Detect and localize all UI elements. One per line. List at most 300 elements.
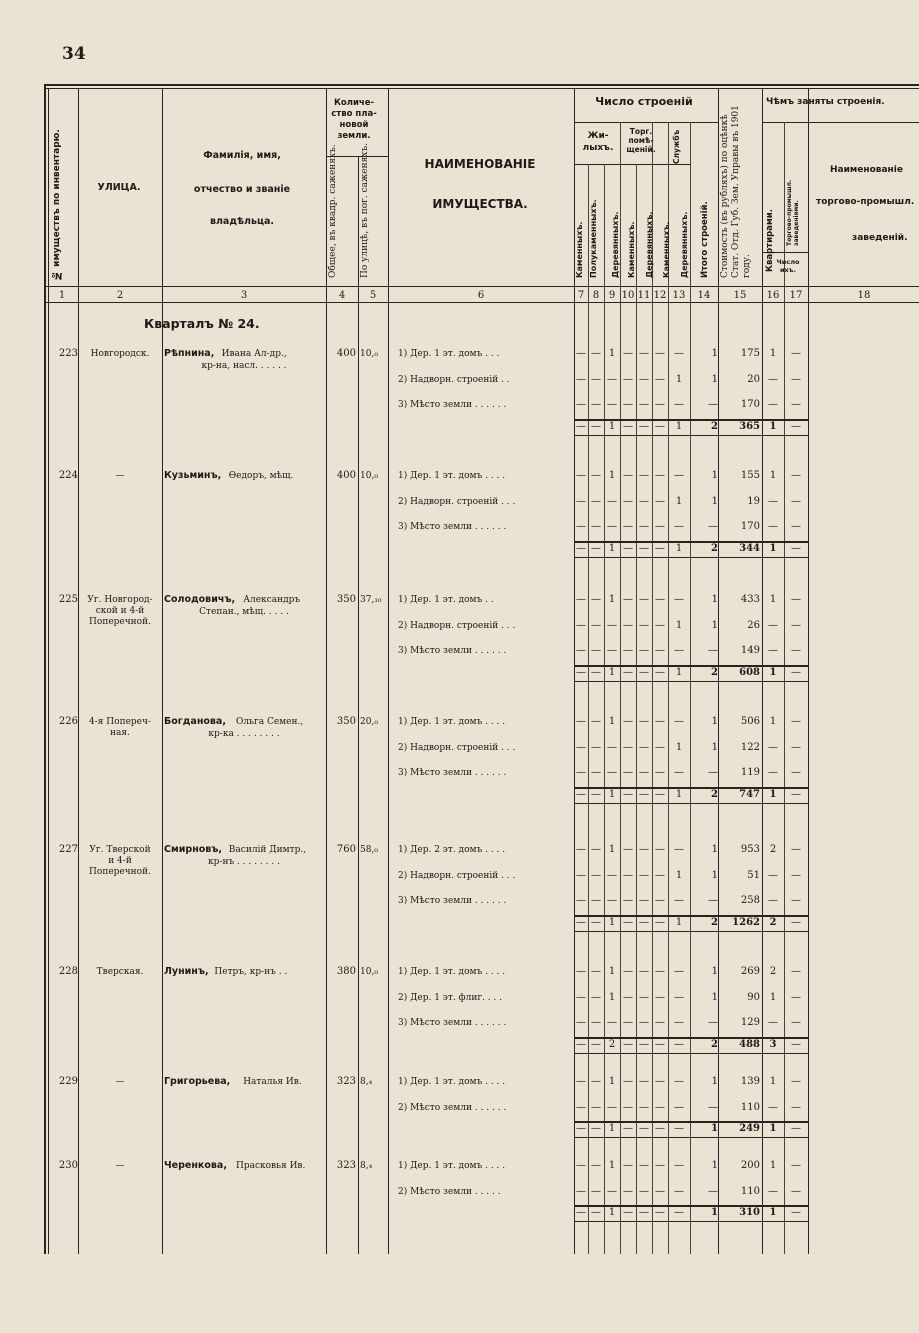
- building-count: —: [607, 373, 617, 385]
- subtotal-count: —: [655, 666, 665, 678]
- subtotal-count: —: [623, 1123, 633, 1134]
- subtotal-count: —: [591, 542, 601, 554]
- header-col15: Стоимость (въ рубляхъ) по оцѣнкѣ Стат. Отд. Губ. Зем. Управы въ 1901 году.: [720, 105, 752, 278]
- building-count: —: [623, 1101, 633, 1113]
- subtotal-count: —: [576, 1123, 586, 1134]
- subtotal-bottom-rule: [574, 1137, 808, 1138]
- building-total: —: [708, 645, 718, 656]
- owner-name-cont: кр-ка . . . . . . . .: [208, 729, 280, 739]
- subtotal-count: —: [576, 666, 586, 678]
- building-count: —: [655, 716, 665, 727]
- building-count: —: [639, 1101, 649, 1113]
- building-count: —: [576, 470, 586, 481]
- building-count: —: [591, 1101, 601, 1113]
- trade-count: —: [791, 741, 801, 753]
- building-count: —: [639, 895, 649, 906]
- trade-count: —: [791, 895, 801, 906]
- valuation: 119: [740, 767, 760, 778]
- building-count: —: [591, 844, 601, 855]
- subtotal-count: —: [591, 666, 601, 678]
- property-item: 3) Мѣсто земли . . . . . .: [398, 1018, 507, 1028]
- land-area: 400: [336, 348, 356, 359]
- inventory-number: 228: [58, 966, 78, 977]
- subtotal-count: —: [639, 1207, 649, 1218]
- property-item: 3) Мѣсто земли . . . . . .: [398, 400, 507, 410]
- header-col12: Каменныхъ.: [662, 221, 671, 278]
- building-count: 1: [608, 966, 616, 977]
- subtotal-count: —: [623, 542, 633, 554]
- building-count: —: [591, 521, 601, 532]
- subtotal-count: —: [623, 788, 633, 800]
- building-count: 1: [675, 373, 683, 385]
- column-number: 3: [240, 290, 248, 301]
- building-count: —: [591, 399, 601, 410]
- building-count: —: [591, 495, 601, 507]
- building-count: —: [576, 1101, 586, 1113]
- building-count: —: [655, 594, 665, 605]
- header-col16: Квартирами.: [765, 209, 775, 272]
- street-name: ской и 4-й: [95, 606, 145, 616]
- header-col14: Итого строеній.: [700, 201, 710, 278]
- apartments-count: —: [768, 373, 778, 385]
- owner-name: Ивана Ал-др.,: [221, 349, 287, 359]
- building-count: —: [607, 521, 617, 532]
- building-total: 1: [711, 1076, 718, 1087]
- owner-surname: Черенкова,: [164, 1160, 227, 1171]
- property-item: 1) Дер. 1 эт. домъ . . .: [398, 349, 500, 359]
- building-count: —: [591, 1160, 601, 1171]
- owner-surname: Солодовичъ,: [164, 594, 236, 605]
- building-count: —: [639, 844, 649, 855]
- land-area: 760: [336, 844, 356, 855]
- building-count: —: [674, 399, 684, 410]
- subtotal-trade: —: [791, 542, 801, 554]
- building-count: 1: [608, 991, 616, 1003]
- apartments-count: 1: [769, 991, 777, 1003]
- building-count: —: [607, 895, 617, 906]
- apartments-count: 2: [769, 966, 777, 977]
- building-count: —: [576, 373, 586, 385]
- header-col10: Каменныхъ.: [627, 221, 636, 278]
- inventory-number: 223: [58, 348, 78, 359]
- subtotal-count: —: [576, 1038, 586, 1050]
- header-col18-1: Наименованіе: [830, 165, 903, 175]
- buildings-sub-rule: [574, 164, 690, 165]
- subtotal-valuation: 488: [739, 1038, 760, 1050]
- building-count: —: [674, 895, 684, 906]
- column-number: 4: [338, 290, 346, 301]
- buildings-group-rule: [574, 122, 718, 123]
- building-count: —: [674, 1185, 684, 1197]
- building-count: 1: [608, 470, 616, 481]
- subtotal-count: —: [576, 1207, 586, 1218]
- header-col18-2: торгово-промышл.: [816, 197, 915, 207]
- subtotal-count: —: [655, 916, 665, 928]
- inventory-number: 225: [58, 594, 78, 605]
- street-name: —: [115, 1077, 125, 1087]
- subtotal-count: —: [623, 1038, 633, 1050]
- building-count: —: [655, 645, 665, 656]
- building-total: 1: [711, 470, 718, 481]
- building-count: —: [623, 991, 633, 1003]
- building-count: —: [591, 1185, 601, 1197]
- subtotal-count: 1: [675, 420, 683, 432]
- subtotal-count: —: [655, 1207, 665, 1218]
- property-item: 2) Мѣсто земли . . . . . .: [398, 1102, 507, 1113]
- building-count: —: [655, 470, 665, 481]
- building-count: —: [591, 1017, 601, 1028]
- building-count: —: [674, 1101, 684, 1113]
- building-count: —: [674, 594, 684, 605]
- building-count: —: [639, 1160, 649, 1171]
- column-number: 18: [857, 290, 871, 301]
- subtotal-trade: —: [791, 420, 801, 432]
- building-total: 1: [711, 991, 718, 1003]
- subtotal-count: 1: [675, 542, 683, 554]
- building-count: —: [674, 521, 684, 532]
- trade-count: —: [791, 767, 801, 778]
- land-frontage: 8,₄: [360, 1161, 373, 1171]
- building-count: —: [607, 399, 617, 410]
- street-name: Тверская.: [96, 967, 144, 977]
- building-total: 1: [711, 495, 718, 507]
- subtotal-count: —: [591, 1038, 601, 1050]
- land-area: 380: [336, 966, 356, 977]
- property-item: 2) Надворн. строеній . . .: [398, 496, 516, 507]
- inventory-number: 230: [58, 1160, 78, 1171]
- land-frontage: 58,₀: [360, 845, 378, 855]
- building-count: —: [655, 619, 665, 631]
- building-total: —: [708, 1185, 718, 1197]
- building-count: —: [655, 373, 665, 385]
- subtotal-trade: —: [791, 666, 801, 678]
- apartments-count: —: [768, 619, 778, 631]
- header-service: Службъ: [672, 129, 681, 164]
- subtotal-apartments: 1: [769, 420, 777, 432]
- building-count: 1: [675, 619, 683, 631]
- property-item: 1) Дер. 1 эт. домъ . . . .: [398, 1161, 506, 1171]
- column-rule-3: [326, 88, 327, 1254]
- building-count: —: [576, 495, 586, 507]
- column-rule-0: [48, 88, 49, 1254]
- building-count: —: [655, 767, 665, 778]
- land-frontage: 10,₀: [360, 471, 378, 481]
- valuation: 170: [740, 521, 760, 532]
- subtotal-count: —: [655, 420, 665, 432]
- street-name: —: [115, 1161, 125, 1171]
- building-count: —: [674, 1076, 684, 1087]
- subtotal-count: 1: [675, 788, 683, 800]
- valuation: 506: [740, 716, 760, 727]
- building-count: —: [655, 1101, 665, 1113]
- building-count: —: [639, 767, 649, 778]
- building-count: —: [591, 373, 601, 385]
- building-count: 1: [675, 495, 683, 507]
- subtotal-count: —: [655, 542, 665, 554]
- valuation: 110: [740, 1101, 760, 1113]
- subtotal-count: —: [655, 788, 665, 800]
- subtotal-bottom-rule: [574, 557, 808, 558]
- column-number: 2: [116, 290, 124, 301]
- subtotal-count: —: [623, 916, 633, 928]
- building-total: —: [708, 521, 718, 532]
- owner-name-cont: кр-нъ . . . . . . . .: [208, 857, 280, 867]
- subtotal-count: 1: [675, 916, 683, 928]
- occupied-group-rule: [762, 122, 919, 123]
- building-count: —: [623, 495, 633, 507]
- subtotal-count: 1: [675, 666, 683, 678]
- building-total: 1: [711, 348, 718, 359]
- owner-name: Прасковья Ив.: [236, 1161, 306, 1171]
- valuation: 155: [740, 470, 760, 481]
- inventory-number: 227: [58, 844, 78, 855]
- building-count: —: [623, 373, 633, 385]
- building-count: —: [674, 1160, 684, 1171]
- subtotal-count: —: [576, 916, 586, 928]
- property-item: 2) Надворн. строеній . . .: [398, 742, 516, 753]
- building-count: —: [623, 348, 633, 359]
- trade-count: —: [791, 966, 801, 977]
- apartments-count: —: [768, 521, 778, 532]
- column-number: 15: [733, 290, 747, 301]
- building-count: 1: [608, 594, 616, 605]
- inventory-number: 224: [58, 470, 78, 481]
- building-count: —: [607, 767, 617, 778]
- building-count: 1: [608, 716, 616, 727]
- trade-count: —: [791, 470, 801, 481]
- building-count: —: [623, 470, 633, 481]
- building-count: 1: [608, 1076, 616, 1087]
- street-name: Поперечной.: [89, 617, 151, 627]
- land-frontage: 37,₁₀: [360, 595, 382, 605]
- column-number: 8: [592, 290, 600, 301]
- trade-count: —: [791, 495, 801, 507]
- table-top-rule: [44, 84, 919, 86]
- building-count: —: [639, 741, 649, 753]
- subtotal-trade: —: [791, 1123, 801, 1134]
- owner-surname: Лунинъ,: [164, 966, 209, 977]
- owner-name: Ольга Семен.,: [236, 717, 304, 727]
- valuation: 953: [740, 844, 760, 855]
- land-area: 323: [336, 1076, 356, 1087]
- column-number: 14: [697, 290, 711, 301]
- subtotal-bottom-rule: [574, 803, 808, 804]
- land-frontage: 8,₄: [360, 1077, 373, 1087]
- street-name: Поперечной.: [89, 867, 151, 877]
- header-col18-3: заведеній.: [852, 233, 908, 243]
- subtotal-count: 1: [608, 916, 616, 928]
- building-count: —: [576, 521, 586, 532]
- land-frontage: 10,₀: [360, 349, 378, 359]
- subtotal-buildings: 2: [711, 1038, 718, 1050]
- header-commercial: Торг. помѣ-щеній.: [626, 127, 656, 154]
- trade-count: —: [791, 619, 801, 631]
- header-col17-sub: Число ихъ.: [776, 258, 800, 274]
- building-count: —: [607, 869, 617, 881]
- mark-column-rule-3: [636, 164, 637, 1254]
- subtotal-trade: —: [791, 916, 801, 928]
- building-count: —: [655, 966, 665, 977]
- street-name: —: [115, 471, 125, 481]
- column-rule-2: [162, 88, 163, 1254]
- apartments-count: 1: [769, 1160, 777, 1171]
- apartments-count: —: [768, 741, 778, 753]
- building-count: —: [655, 399, 665, 410]
- column-number: 9: [608, 290, 616, 301]
- property-item: 1) Дер. 1 эт. домъ . . . .: [398, 471, 506, 481]
- subtotal-count: 2: [608, 1038, 616, 1050]
- owner-surname: Рѣпнина,: [164, 348, 215, 359]
- subtotal-count: —: [591, 420, 601, 432]
- valuation: 51: [747, 869, 760, 881]
- subtotal-count: —: [576, 420, 586, 432]
- subtotal-buildings: 1: [711, 1123, 718, 1134]
- building-count: —: [639, 470, 649, 481]
- subtotal-count: 1: [608, 666, 616, 678]
- column-number: 11: [637, 290, 651, 301]
- building-count: —: [591, 348, 601, 359]
- header-property-1: НАИМЕНОВАНІЕ: [424, 157, 536, 171]
- subtotal-bottom-rule: [574, 681, 808, 682]
- trade-count: —: [791, 594, 801, 605]
- owner-name: Наталья Ив.: [243, 1077, 302, 1087]
- building-total: 1: [711, 869, 718, 881]
- building-count: 1: [608, 348, 616, 359]
- column-rule-6: [718, 88, 719, 1254]
- valuation: 90: [747, 991, 760, 1003]
- subtotal-count: 1: [608, 1207, 616, 1218]
- building-count: —: [623, 594, 633, 605]
- subtotal-count: —: [639, 1123, 649, 1134]
- subtotal-count: 1: [608, 420, 616, 432]
- property-item: 3) Мѣсто земли . . . . . .: [398, 896, 507, 906]
- building-count: —: [591, 741, 601, 753]
- subtotal-count: —: [639, 420, 649, 432]
- subtotal-valuation: 747: [739, 788, 760, 800]
- building-count: —: [591, 991, 601, 1003]
- trade-count: —: [791, 991, 801, 1003]
- subtotal-trade: —: [791, 1207, 801, 1218]
- building-count: —: [655, 844, 665, 855]
- subtotal-apartments: 1: [769, 1207, 777, 1218]
- street-name: и 4-й: [108, 856, 132, 866]
- property-item: 2) Дер. 1 эт. флиг. . . .: [398, 992, 503, 1003]
- header-property-2: ИМУЩЕСТВА.: [432, 197, 528, 211]
- header-frontage: По улицѣ, въ пог. саженяхъ.: [360, 143, 370, 278]
- valuation: 26: [747, 619, 760, 631]
- building-count: —: [591, 594, 601, 605]
- building-total: —: [708, 399, 718, 410]
- building-count: —: [607, 1017, 617, 1028]
- owner-name: Василій Димтр.,: [228, 845, 307, 855]
- building-count: 1: [675, 869, 683, 881]
- building-count: —: [591, 869, 601, 881]
- owner-surname: Григорьева,: [164, 1076, 231, 1087]
- trade-count: —: [791, 373, 801, 385]
- column-number: 13: [672, 290, 686, 301]
- property-item: 2) Надворн. строеній . .: [398, 374, 510, 385]
- subtotal-valuation: 608: [739, 666, 760, 678]
- building-count: —: [576, 741, 586, 753]
- building-count: 1: [675, 741, 683, 753]
- valuation: 175: [740, 348, 760, 359]
- building-count: —: [674, 966, 684, 977]
- building-total: 1: [711, 844, 718, 855]
- trade-count: —: [791, 1017, 801, 1028]
- header-area: Общее, въ квадр. саженяхъ.: [328, 144, 338, 278]
- building-count: —: [576, 767, 586, 778]
- header-buildings-group: Число строеній: [595, 95, 693, 108]
- building-count: —: [576, 1076, 586, 1087]
- land-area: 323: [336, 1160, 356, 1171]
- table-top-rule-inner: [44, 88, 919, 89]
- subtotal-buildings: 2: [711, 666, 718, 678]
- building-count: —: [674, 844, 684, 855]
- trade-count: —: [791, 645, 801, 656]
- building-count: —: [623, 966, 633, 977]
- trade-count: —: [791, 869, 801, 881]
- valuation: 258: [740, 895, 760, 906]
- subtotal-count: —: [623, 1207, 633, 1218]
- valuation: 129: [740, 1017, 760, 1028]
- header-col17: Торгово-промышл. заведеніями.: [786, 179, 800, 246]
- subtotal-buildings: 2: [711, 788, 718, 800]
- building-total: —: [708, 895, 718, 906]
- building-count: —: [576, 1160, 586, 1171]
- column-numbers-rule: [44, 302, 919, 303]
- building-count: —: [639, 869, 649, 881]
- subtotal-trade: —: [791, 788, 801, 800]
- building-count: —: [639, 966, 649, 977]
- valuation: 149: [740, 645, 760, 656]
- apartments-count: 1: [769, 348, 777, 359]
- header-land-group: Количе-ство пла-новой земли.: [331, 98, 377, 141]
- subtotal-count: —: [623, 420, 633, 432]
- building-count: —: [655, 741, 665, 753]
- subtotal-count: —: [674, 1038, 684, 1050]
- subtotal-count: —: [639, 542, 649, 554]
- building-count: —: [655, 869, 665, 881]
- subtotal-count: —: [591, 916, 601, 928]
- apartments-count: —: [768, 869, 778, 881]
- owner-name: Александръ: [243, 595, 301, 605]
- subtotal-count: —: [591, 1207, 601, 1218]
- building-count: —: [639, 521, 649, 532]
- subtotal-valuation: 365: [739, 420, 760, 432]
- land-frontage: 20,₀: [360, 717, 378, 727]
- building-count: —: [623, 895, 633, 906]
- building-total: 1: [711, 1160, 718, 1171]
- subtotal-count: —: [576, 788, 586, 800]
- property-item: 3) Мѣсто земли . . . . . .: [398, 768, 507, 778]
- building-count: —: [623, 716, 633, 727]
- building-count: —: [591, 645, 601, 656]
- building-total: 1: [711, 594, 718, 605]
- building-count: —: [639, 1076, 649, 1087]
- subtotal-apartments: 1: [769, 1123, 777, 1134]
- building-count: —: [591, 619, 601, 631]
- left-border: [44, 84, 46, 1254]
- building-count: —: [591, 470, 601, 481]
- building-count: —: [639, 373, 649, 385]
- building-count: —: [639, 1185, 649, 1197]
- subtotal-apartments: 1: [769, 666, 777, 678]
- building-count: —: [623, 399, 633, 410]
- column-rule-4: [388, 88, 389, 1254]
- building-count: —: [623, 1160, 633, 1171]
- building-count: —: [623, 767, 633, 778]
- quarter-title: Кварталъ № 24.: [144, 316, 260, 331]
